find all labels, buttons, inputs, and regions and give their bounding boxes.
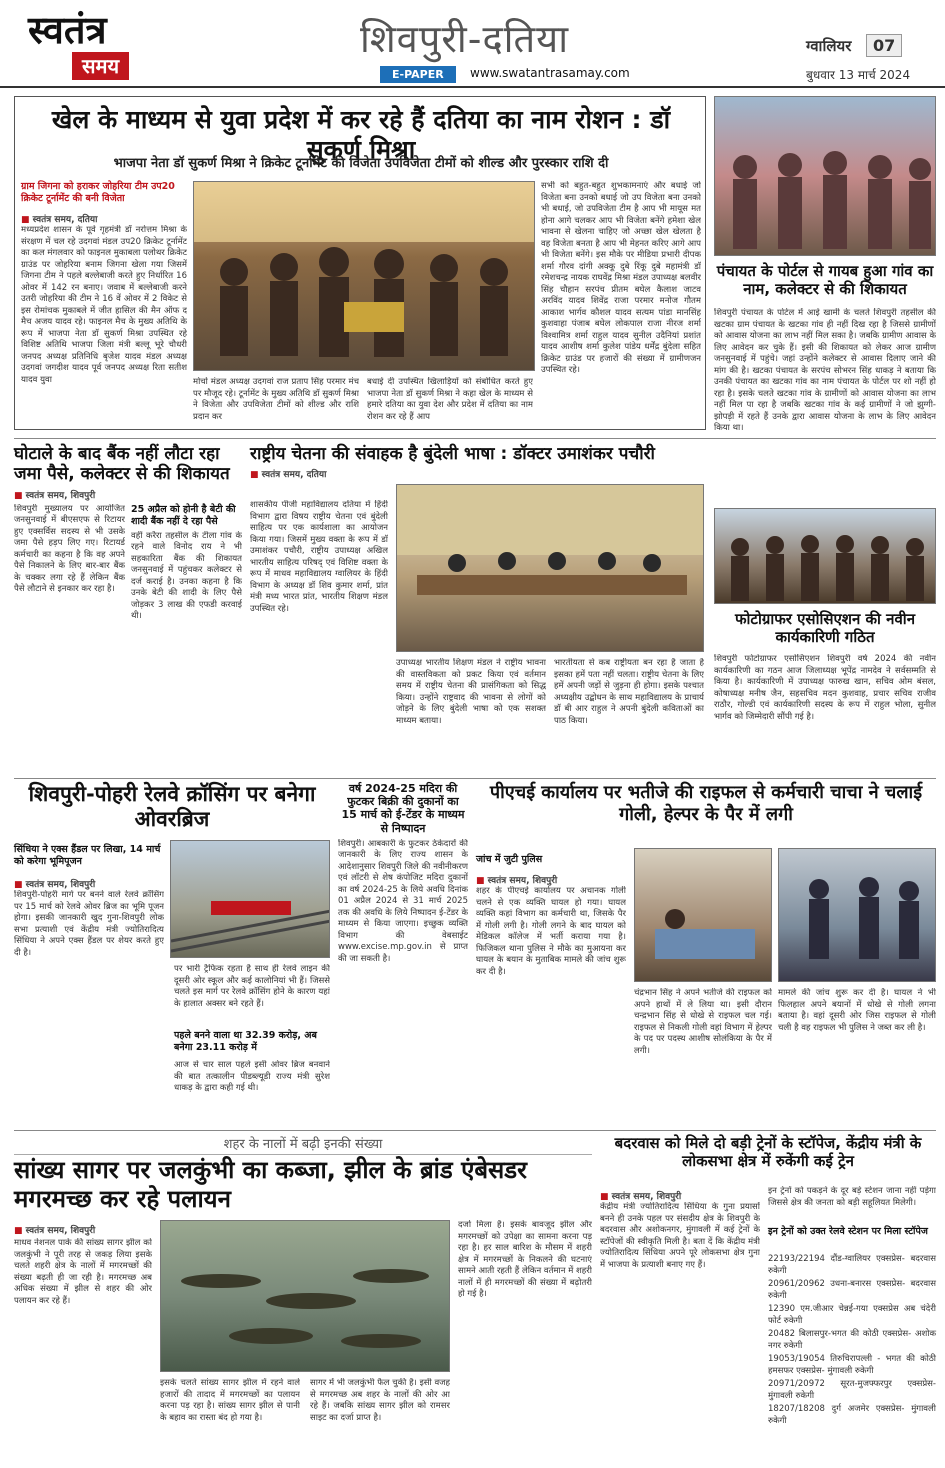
crocodile-body2: इसके चलते सांख्य सागर झील में रहने वाले हजारों की तादाद में मगरमच्छों का पलायन करना पड़ रहा है। सांख्य सागर झील से पानी के बहाव का रास्ता बंद हो गया है। — [160, 1378, 300, 1423]
injured-person-photo-icon — [635, 849, 772, 982]
lead-body-left: मध्यप्रदेश शासन के पूर्व गृहमंत्री डॉ नरोत्तम मिश्रा के संरक्षण में चल रहे उदगवां मंडल उप20 क्रिकेट टूर्नामेंट का कल मंगलवार को फाइनल मुकाबला पलोथर क्रिकेट ग्राउंड पर जोहरिया बनाम जिगना खेला गया जिसमें जिगना टीम ने पहले बल्लेबाजी करते हुए निर्धारित 16 ओवर में 142 रन बनाए। जवाब में बल्लेबाजी करने उतरी जोहरिया की टीम ने 16 वें ओवर में 2 विकेट से इस रोमांचक मुकाबले में जीत हासिल की मैन ऑफ द मैच अजय यादव रहे। फाइनल मैच के मुख्य अतिथि के रूप में भाजपा नेता डॉ सुकर्ण मिश्रा उपस्थित रहे विशिष्ट अतिथि भाजपा जिला मंत्री बल्लू भूरे चौधरी जनपद अध्यक्ष प्रतिनिधि बृजेश यादव मंडल अध्यक्ष उदगवां जगदीश यादव पूर्व जनपद अध्यक्ष रिता सतीश यादव युवा — [21, 225, 187, 385]
liquor-body: शिवपुरी। आबकारी के फुटकर ठेकेदारों की जानकारी के लिए राज्य शासन के आदेशानुसार शिवपुरी जिले की नवीनीकरण एवं लॉटरी से शेष कंपोजिट मदिरा दुकानों का वर्ष 2024-25 के लिये अवधि दिनांक 01 अप्रैल 2024 से 31 मार्च 2025 तक की अवधि के लिये निष्पादन ई-टेंडर के माध्यम से किया जाएगा। इच्छुक व्यक्ति विभाग की वेबसाईट www.excise.mp.gov.in से प्राप्त की जा सकती है। — [338, 838, 468, 964]
liquor-story — [338, 782, 468, 1126]
list-item: 20482 बिलासपुर-भगत की कोठी एक्सप्रेस- अशोक नगर रुकेगी — [768, 1329, 936, 1351]
list-item: 19053/19054 तिरुचिरापल्ली - भगत की कोठी हमसफर एक्सप्रेस- मुंगावली रुकेगी — [768, 1354, 936, 1376]
group-photo-icon — [715, 509, 936, 604]
list-item: 20971/20972 सूरत-मुजफ्फरपुर एक्सप्रेस- मुंगावली रुकेगी — [768, 1379, 936, 1401]
lead-headline[interactable]: खेल के माध्यम से युवा प्रदेश में कर रहे हैं दतिया का नाम रोशन : डॉ सुकर्ण मिश्रा — [51, 105, 671, 164]
railway-photo[interactable] — [170, 840, 330, 958]
list-item: 12390 एम.जीआर चेन्नई-गया एक्सप्रेस अब चंदेरी फोर्ट रुकेगी — [768, 1304, 936, 1326]
railway-subhead: पहले बनने वाला था 32.39 करोड़, अब बनेगा 23.11 करोड़ में — [174, 1030, 317, 1053]
list-item: 20961/20962 उधना-बनारस एक्सप्रेस- बदरवास रुकेगी — [768, 1279, 936, 1301]
divider — [14, 438, 936, 439]
logo-bottom-text: समय — [72, 52, 129, 80]
lead-body-mid2: बधाई दी उपस्थित खिलाड़ियों को संबोधित करते हुए भाजपा नेता डॉ सुकर्ण मिश्रा ने कहा खेल के माध्यम से हमारे दतिया का युवा देश और प्रदेश में दतिया का नाम रोशन कर रहे हैं आप — [367, 377, 533, 422]
shooting-body2: चंद्रभान सिंह ने अपने भतीजे की राइफल को अपने हाथों में ले लिया था। इसी दौरान चन्द्रभान सिंह से धोखे से राइफल चल गई। राइफल से निकली गोली वहां विभाग में हेल्पर के पद पर पदस्थ आशीष सोलंकिया के पैर में लगी। — [634, 988, 772, 1056]
hospital-photo-icon — [779, 849, 936, 982]
bundeli-body: शासकीय पीजी महाविद्यालय दतिया में हिंदी विभाग द्वारा विषय राष्ट्रीय चेतना एवं बुंदेली साहित्य पर एक कार्यशाला का आयोजन किया गया। जिसमें मुख्य वक्ता के रूप में डॉ उमाशंकर पचौरी, राष्ट्रीय उपाध्यक्ष अखिल भारतीय साहित्य परिषद् एवं विशिष्ट वक्ता के रूप में माधव महाविद्यालय ग्वालियर के हिंदी विभाग के अध्यक्ष डॉ शिव कुमार शर्मा, प्रांत मंत्री मध्य भारत प्रांत, भारतीय शिक्षण मंडल उपस्थित रहे। — [250, 500, 388, 614]
shooting-photo-2[interactable] — [778, 848, 936, 982]
trains-byline: ■ स्वतंत्र समय, शिवपुरी — [600, 1189, 681, 1202]
railway-byline: ■ स्वतंत्र समय, शिवपुरी — [14, 877, 95, 890]
crocodile-body4: दर्जा मिला है। इसके बावजूद झील और मगरमच्छों को उपेक्षा का सामना करना पड़ रहा है। हर साल बारिश के मौसम में शहरी क्षेत्र में मगरमच्छों के निकलने की घटनाएं सामने आती रहती हैं लेकिन वर्तमान में शहरी नालों में ही मगरमच्छों की संख्या में बढ़ोतरी हो गई है। — [458, 1220, 592, 1299]
bundeli-story — [250, 444, 706, 774]
issue-date: बुधवार 13 मार्च 2024 — [806, 68, 911, 82]
crocodile-story — [14, 1134, 592, 1460]
bundeli-body3: भारतीयता से कब राष्ट्रीयता बन रहा है जाता है इसका हमें पता नहीं चलता। राष्ट्रीय चेतना के लिए हमें अपनी जड़ों से जुड़ना ही होगा। इसके पश्चात अध्यक्षीय उद्बोधन के साथ महाविद्यालय के प्राचार्य डॉ बी आर राहुल ने अपनी बुंदेली कविताओं का पाठ किया। — [554, 658, 704, 726]
photographer-headline[interactable]: फोटोग्राफर एसोसिएशन की नवीन कार्यकारिणी गठित — [734, 610, 916, 646]
crocodile-byline: ■ स्वतंत्र समय, शिवपुरी — [14, 1223, 95, 1236]
villagers-photo-icon — [715, 97, 936, 256]
shooting-story — [476, 782, 936, 1126]
list-item: 18207/18208 दुर्ग अजमेर एक्सप्रेस- मुंगावली रुकेगी — [768, 1404, 936, 1426]
lead-photo[interactable] — [193, 181, 535, 371]
page-number: 07 — [866, 34, 902, 57]
railway-kicker: सिंधिया ने एक्स हैंडल पर लिखा, 14 मार्च को करेगा भूमिपूजन — [14, 844, 161, 867]
epaper-badge: E-PAPER — [380, 66, 456, 83]
logo-top-text: स्वतंत्र — [28, 7, 107, 52]
bank-headline[interactable]: घोटाले के बाद बैंक नहीं लौटा रहा जमा पैसे, कलेक्टर से की शिकायत — [14, 444, 230, 485]
crocodile-photo[interactable] — [160, 1220, 450, 1372]
city-name: ग्वालियर — [806, 37, 852, 55]
bank-body2: वहीं करैरा तहसील के टीला गांव के रहने वाले विनोद राय ने भी सहकारिता बैंक की शिकायत जनसुनवाई में पहुंचकर कलेक्टर से दर्ज कराई है। उनका कहना है कि उनके बेटी की शादी के लिए पैसे जोड़कर 3 लाख की एफडी करवाई थी। — [131, 530, 242, 622]
divider — [14, 778, 936, 779]
photographer-body: शिवपुरी फोटोग्राफर एसोसिएशन शिवपुरी वर्ष 2024 की नवीन कार्यकारिणी का गठन आज जिलाध्यक्ष भूपेंद्र नामदेव ने सर्वसम्मति से किया है। कार्यकारिणी में उपाध्यक्ष फारुख खान, सचिव ओम बंसल, कोषाध्यक्ष मनीष जैन, सहसचिव मदन कुशवाह, प्रचार सचिव राजीव राठौर, गोल्डी एवं कार्यकारिणी सदस्य के रूप में राहुल भोला, सुनील भार्गव को जिम्मेदारी सौंपी गई है। — [714, 654, 936, 722]
shooting-photo-1[interactable] — [634, 848, 772, 982]
bank-story — [14, 444, 242, 774]
seminar-stage-photo-icon — [397, 485, 704, 652]
bank-body: शिवपुरी मुख्यालय पर आयोजित जनसुनवाई में बीएसएफ से रिटायर हुए एक्सर्विस सदस्य से भी उसके जमा पैसे हड़प लिए गए। रिटायर्ड कर्मचारी का कहना है कि वह अपने पैसे निकालने के लिए बार-बार बैंक के चक्कर लगा रहे हैं लेकिन बैंक पैसे लौटाने से इनकार कर रहा है। — [14, 503, 125, 595]
trains-story — [600, 1134, 936, 1460]
crocodile-banner: शहर के नालों में बढ़ी इनकी संख्या — [14, 1134, 592, 1155]
photographer-story — [714, 508, 936, 774]
railway-crossing-photo-icon — [171, 841, 330, 958]
trains-list — [768, 1254, 936, 1429]
lead-kicker: ग्राम जिगना को हराकर जोहरिया टीम उप20 क्रिकेट टूर्नामेंट की बनी विजेता — [21, 181, 175, 204]
railway-headline[interactable]: शिवपुरी-पोहरी रेलवे क्रॉसिंग पर बनेगा ओवरब्रिज — [28, 782, 316, 832]
crocodile-body3: सागर में भी जलकुंभी फैल चुकी है। इसी वजह से मगरमच्छ अब शहर के नालों की ओर आ रहे हैं। जबकि सांख्य सागर झील को रामसर साइट का दर्जा प्राप्त है। — [310, 1378, 450, 1423]
bundeli-body2: उपाध्यक्ष भारतीय शिक्षण मंडल ने राष्ट्रीय भावना की वास्तविकता को प्रकट किया एवं वर्तमान समय में राष्ट्रीय चेतना की प्रासंगिकता को सिद्ध किया। उन्होंने राष्ट्रवाद की भावना से लोगों को जोड़ने के लिए बुंदेली भाषा को एक सशक्त माध्यम बताया। — [396, 658, 546, 726]
bundeli-photo[interactable] — [396, 484, 704, 652]
cricket-award-photo-icon — [194, 182, 535, 371]
railway-body: शिवपुरी-पोहरी मार्ग पर बनने वाले रेलवे क्रॉसिंग पर 15 मार्च को रेलवे ओवर ब्रिज का भूमि पूजन होगा। इसकी जानकारी खुद गुना-शिवपुरी लोक सभा प्रत्याशी एवं केंद्रीय मंत्री ज्योतिरादित्य सिंधिया ने अपने एक्स हैंडल पर शेयर करते हुए दी है। — [14, 890, 164, 958]
shooting-kicker: जांच में जुटी पुलिस — [476, 854, 543, 865]
crocodile-headline[interactable]: सांख्य सागर पर जलकुंभी का कब्जा, झील के ब्रांड एंबेसडर मगरमच्छ कर रहे पलायन — [14, 1156, 527, 1213]
trains-list-title: इन ट्रेनों को उक्त रेलवे स्टेशन पर मिला स्टॉपेज — [768, 1226, 928, 1237]
edition-title: शिवपुरी-दतिया — [360, 17, 570, 61]
lead-subhead: भाजपा नेता डॉ सुकर्ण मिश्रा ने क्रिकेट टूर्नामेंट की विजेता उपविजेता टीमों को शील्ड और पुरस्कार राशि दी — [113, 156, 609, 171]
trains-headline[interactable]: बदरवास को मिले दो बड़ी ट्रेनों के स्टॉपेज, केंद्रीय मंत्री के लोकसभा क्षेत्र में रुकेंगी कई ट्रेन — [614, 1134, 922, 1170]
crocodile-body: माधव नेशनल पार्क की सांख्य सागर झील को जलकुंभी ने पूरी तरह से जकड़ लिया इसके चलते शहरी क्षेत्र के नालों में मगरमच्छों की संख्या बढ़ती ही जा रही है। मगरमच्छ अब अधिक संख्या में झील से शहर की ओर पलायन कर रहे हैं। — [14, 1238, 152, 1306]
bundeli-byline: ■ स्वतंत्र समय, दतिया — [250, 467, 706, 480]
trains-intro: इन ट्रेनों को पकड़ने के दूर बड़े स्टेशन जाना नहीं पड़ेगा जिससे क्षेत्र की जनता को बड़ी सहूलियत मिलेगी। — [768, 1186, 936, 1208]
panchayat-photo[interactable] — [714, 96, 936, 256]
list-item: 22193/22194 दौंड-ग्वालियर एक्सप्रेस- बदरवास रुकेगी — [768, 1254, 936, 1276]
bank-subhead: 25 अप्रैल को होनी है बेटी की शादी बैंक नहीं दे रहा पैसे — [131, 503, 236, 527]
lead-body-mid: मोर्चा मंडल अध्यक्ष उदगवां राज प्रताप सिंह परमार मंच पर मौजूद रहे। टूर्नामेंट के मुख्य अतिथि डॉ सुकर्ण मिश्रा ने विजेता और उपविजेता टीमों को शील्ड और राशि प्रदान कर — [193, 377, 359, 422]
newspaper-logo[interactable] — [28, 7, 153, 82]
shooting-body: शहर के पीएचई कार्यालय पर अचानक गोली चलने से एक व्यक्ति घायल हो गया। घायल व्यक्ति कहां विभाग का कर्मचारी था, जिसके पैर में गोली लगी है। गोली लगने के बाद घायल को मेडिकल कॉलेज में भर्ती कराया गया है। फिजिकल थाना पुलिस ने मौके का मुआयना कर घायल के बयान के मुताबिक मामले की जांच शुरू कर दी है। — [476, 886, 626, 977]
railway-body2: पर भारी ट्रैफिक रहता है साथ ही रेलवे लाइन की दूसरी ओर स्कूल और कई कालोनियां भी हैं। जिससे चलते इस मार्ग पर रेलवे क्रॉसिंग होने के कारण यहां के हालात अक्सर बने रहते हैं। — [174, 964, 330, 1009]
liquor-headline[interactable]: वर्ष 2024-25 मदिरा की फुटकर बिक्री की दुकानों का 15 मार्च को ई-टेंडर के माध्यम से निष्पादन — [341, 782, 465, 835]
lead-story — [14, 96, 706, 430]
lead-byline: ■ स्वतंत्र समय, दतिया — [21, 212, 97, 225]
shooting-headline[interactable]: पीएचई कार्यालय पर भतीजे की राइफल से कर्मचारी चाचा ने चलाई गोली, हेल्पर के पैर में लगी — [489, 782, 923, 825]
lead-body-right: सभी को बहुत-बहुत शुभकामनाएं और बधाई जो विजेता बना उनको बधाई जो उप विजेता बना उनको भी बधाई, जो उपविजेता टीम है आप भी मायूस मत होना आगे चलकर आप भी विजेता बनेंगे हमेशा खेल भावना से खेलना चाहिए जो अच्छा खेल खेलता है वह विजेता बनता है आप भी मेहनत करिए आगे आप भी विजेता बनेंगे। इस मौके पर मीडिया प्रभारी दीपक शर्मा गौरव दांगी अक्कू दुबे रिंकू दुबे महामंत्री डॉ रमेशचन्द्र नायक राघवेंद्र मिश्रा मंडल उपाध्यक्ष बलवीर सिंह चौहान सरपंच प्रीतम बघेल कैलाश जाटव अरविंद यादव शिवेंद्र राजा परमार मनोज गौतम आकाश भार्गव कौशल यादव सत्यम पांडा मानसिंह कुशवाहा पंजाब बघेल लोकपाल राजा नीरज शर्मा विश्वामित्र शर्मा राहुल यादव सुनील उदैनियां प्रशांत यादव आशीष शर्मा कुलेश पांडेय धर्मेंद्र बुंदेला सहित क्रिकेट ग्राउंड पर हजारों की संख्या में ग्रामीणजन उपस्थित रहे। — [541, 181, 701, 375]
photographer-photo[interactable] — [714, 508, 936, 604]
bundeli-headline[interactable]: राष्ट्रीय चेतना की संवाहक है बुंदेली भाषा : डॉक्टर उमाशंकर पचौरी — [250, 444, 655, 464]
railway-body3: आज से चार साल पहले इसी ओवर ब्रिज बनवाने की बात तत्कालीन पीडब्ल्यूडी राज्य मंत्री सुरेश धाकड़ के द्वारा कही गई थी। — [174, 1060, 330, 1093]
trains-body: केंद्रीय मंत्री ज्योतिरादित्य सिंधिया के गुना प्रयासों बनने ही उनके पहल पर संसदीय क्षेत्र के शिवपुरी के बदरवास और अशोकनगर, मुंगावली में कई ट्रेनों के स्टॉपेजों की स्वीकृति मिली है। बता दें कि केंद्रीय मंत्री ज्योतिरादित्य सिंधिया अपने पूरे लोकसभा क्षेत्र गुना में भाजपा के प्रत्याशी बनाए गए हैं। — [600, 1202, 760, 1270]
shooting-byline: ■ स्वतंत्र समय, शिवपुरी — [476, 873, 557, 886]
website-link[interactable]: www.swatantrasamay.com — [470, 66, 630, 80]
railway-story — [14, 782, 330, 1126]
bank-byline: ■ स्वतंत्र समय, शिवपुरी — [14, 488, 242, 501]
divider — [14, 1130, 936, 1131]
panchayat-body: शिवपुरी पंचायत के पोर्टल में आई खामी के चलते शिवपुरी तहसील की खटका ग्राम पंचायत के खटका गांव ही नहीं दिख रहा है जिससे ग्रामीणों को आवास योजना का लाभ नहीं मिल सका है। जबकि ग्रामीण आवास के लिए आवेदन कर चुके हैं। इसी की शिकायत को लेकर आज ग्रामीण जनसुनवाई में पहुंचे। जहां उन्होंने कलेक्टर से आवास दिलाए जाने की मांग की है। खटका पंचायत के सरपंच सोभरन सिंह धाकड़ ने बताया कि उनकी पंचायत का खटका गांव का नाम पंचायत के पोर्टल पर शो नहीं हो रहा है। इसके चलते खटका गांव के ग्रामीणों को आवास योजना का लाभ नहीं मिल पा रहा है जबकि खटका गांव के कई ग्रामीणों ने जो झुग्गी-झोपड़ी में रहते हैं उनके द्वारा आवास योजना के लाभ के लिए आवेदन किया था। — [714, 308, 936, 433]
masthead — [0, 0, 945, 88]
panchayat-headline[interactable]: पंचायत के पोर्टल से गायब हुआ गांव का नाम, कलेक्टर से की शिकायत — [716, 262, 934, 298]
crocodiles-photo-icon — [161, 1221, 450, 1372]
shooting-body3: मामले की जांच शुरू कर दी है। घायल ने भी फिलहाल अपने बयानों में धोखे से गोली लगना बताया है। वहां दूसरी ओर जिस राइफल से गोली चली है वह राइफल भी पुलिस ने जब्त कर ली है। — [778, 988, 936, 1033]
